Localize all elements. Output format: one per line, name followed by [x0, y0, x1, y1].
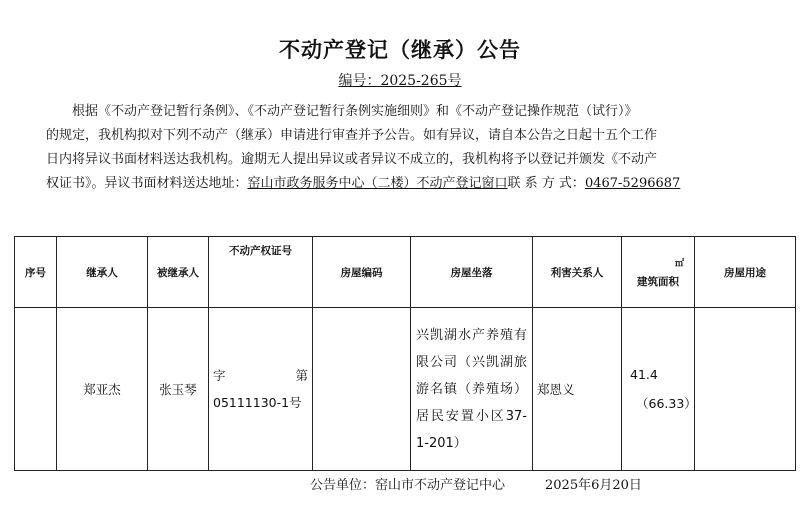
contact-label: 联 系 方 式：: [507, 176, 585, 191]
objection-address: 窑山市政务服务中心（二楼）不动产登记窗口: [247, 176, 508, 191]
col-header-location: 房屋坐落: [411, 237, 533, 308]
body-line-3: 日内将异议书面材料送达我机构。逾期无人提出异议或者异议不成立的，我机构将予以登记并颁发《不动产: [46, 152, 658, 167]
col-header-decedent: 被继承人: [148, 237, 209, 308]
cell-usage: [695, 308, 796, 471]
col-header-heir: 继承人: [57, 237, 148, 308]
col-header-interested: 利害关系人: [533, 237, 622, 308]
cell-index: [15, 308, 57, 471]
notice-number: 编号：2025-265号: [338, 73, 462, 89]
table-row: [15, 308, 796, 471]
issuing-unit: 公告单位：窑山市不动产登记中心: [310, 478, 506, 493]
body-line-4: 权证书》。异议书面材料送达地址：窑山市政务服务中心（二楼）不动产登记窗口联 系 方 式：0467-5296687: [46, 176, 681, 191]
cell-location: 兴凯湖水产养殖有限公司（兴凯湖旅游名镇（养殖场）居民安置小区37-1-201）: [411, 308, 533, 471]
col-header-usage: 房屋用途: [695, 237, 796, 308]
notice-table: [14, 236, 796, 471]
table-header-row: [15, 237, 796, 308]
col-header-area: ㎡ 建筑面积: [622, 237, 695, 308]
cell-interested: 郑恩义: [533, 308, 622, 471]
cell-house-no: [313, 308, 411, 471]
notice-body: [46, 100, 746, 196]
area-unit: ㎡: [674, 259, 684, 269]
notice-date: 2025年6月20日: [545, 478, 642, 493]
cell-cert-no: 字 第 05111130-1号: [209, 308, 313, 471]
cell-decedent: 张玉琴: [148, 308, 209, 471]
col-header-house-no: 房屋编码: [313, 237, 411, 308]
col-header-index: 序号: [15, 237, 57, 308]
contact-phone: 0467-5296687: [584, 176, 681, 191]
cell-heir: 郑亚杰: [57, 308, 148, 471]
body-line-1: 根据《不动产登记暂行条例》、《不动产登记暂行条例实施细则》和《不动产登记操作规范（试行）》: [72, 104, 638, 119]
page-title: 不动产登记（继承）公告: [279, 38, 521, 62]
col-header-cert-no: 不动产权证号: [209, 237, 313, 308]
body-line-2: 的规定，我机构拟对下列不动产（继承）申请进行审查并予公告。如有异议，请自本公告之日起十五个工作: [46, 128, 658, 143]
notice-footer: [310, 474, 642, 493]
cell-area: 41.4 （66.33）: [622, 308, 695, 471]
